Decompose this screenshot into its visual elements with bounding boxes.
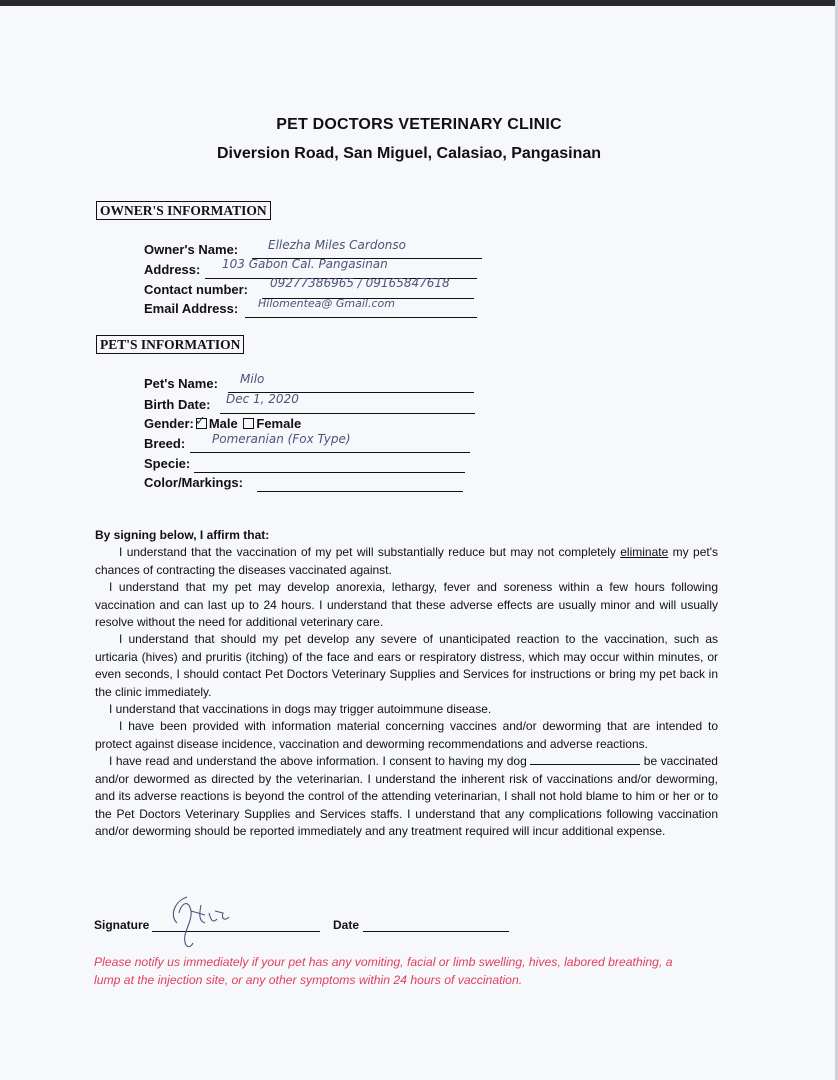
p6-post: be vaccinated and/or dewormed as directed by the veterinarian. I understand the inherent risk of vaccinations and/or deworming, and its adverse reactions is beyond the control of the attending veterinarian, I shall not hold blame to him or her or to the Pet Doctors Veterinary Supplies and Services staffs. I understand that any complications following vaccination and/or deworming should be reported immediately and any treatment required will incur additional expense.: [95, 754, 718, 838]
affirmation-paragraph-1: [95, 544, 718, 579]
check-icon: ✓: [194, 414, 206, 429]
color-markings-field[interactable]: [257, 475, 463, 492]
owner-section-heading: OWNER'S INFORMATION: [96, 201, 271, 220]
owner-name-label: Owner's Name:: [144, 242, 239, 257]
signature-label: Signature: [94, 918, 150, 932]
date-field[interactable]: [363, 920, 509, 932]
gender-label: Gender:: [144, 416, 194, 431]
female-option-label: Female: [256, 416, 302, 431]
date-label: Date: [333, 918, 360, 932]
clinic-name: PET DOCTORS VETERINARY CLINIC: [276, 116, 562, 133]
p1-pre: I understand that the vaccination of my pet will substantially reduce but may not completely: [119, 545, 621, 560]
post-vaccination-notice: Please notify us immediately if your pet has any vomiting, facial or limb swelling, hives, labored breathing, a lump at the injection site, or any other symptoms within 24 hours of vaccination.: [94, 955, 673, 987]
affirmation-paragraph-6: [95, 753, 718, 840]
pet-name-field[interactable]: [228, 376, 474, 393]
p1-underlined: eliminate: [620, 545, 669, 560]
color-markings-label: Color/Markings:: [144, 475, 243, 490]
p1-post: my pet's chances of contracting the diseases vaccinated against.: [95, 545, 719, 577]
owner-contact-label: Contact number:: [144, 282, 248, 297]
female-checkbox[interactable]: [243, 418, 254, 429]
birth-date-value: Dec 1, 2020: [226, 392, 299, 406]
affirmation-paragraph-5: I have been provided with information material concerning vaccines and/or deworming that are intended to protect against disease incidence, vaccination and deworming recommendations and adverse reactions.: [95, 719, 718, 751]
scan-top-edge: [0, 0, 838, 6]
pet-name-value: Milo: [240, 372, 265, 386]
pet-section-heading: PET'S INFORMATION: [96, 335, 244, 354]
birth-date-label: Birth Date:: [144, 397, 211, 412]
male-option-label: Male: [208, 416, 238, 431]
affirmation-paragraph-4: I understand that vaccinations in dogs may trigger autoimmune disease.: [109, 702, 492, 717]
male-checkbox[interactable]: [194, 414, 207, 429]
p6-pre: I have read and understand the above information. I consent to having my dog: [109, 754, 531, 769]
breed-label: Breed:: [144, 436, 186, 451]
affirmation-paragraph-2: I understand that my pet may develop anorexia, lethargy, fever and soreness within a few hours following vaccination and can last up to 24 hours. I understand that these adverse effects are usually minor and will usually resolve without the need for additional veterinary care.: [95, 580, 718, 630]
pet-name-label: Pet's Name:: [144, 376, 218, 391]
owner-contact-value: 09277386965 / 09165847618: [270, 276, 450, 290]
gender-row: [144, 416, 301, 432]
affirmation-lead: By signing below, I affirm that:: [95, 528, 270, 542]
handwritten-signature: [165, 893, 235, 953]
affirmation-paragraph-3: I understand that should my pet develop any severe of unanticipated reaction to the vaccination, such as urticaria (hives) and pruritis (itching) of the face and ears or respiratory distress, which may occur within minutes, or even seconds, I should contact Pet Doctors Veterinary Supplies and Services for instructions or bring my pet back in the clinic immediately.: [95, 632, 718, 699]
dog-name-blank[interactable]: [530, 753, 640, 765]
affirmation-text: [95, 527, 718, 840]
owner-address-label: Address:: [144, 262, 201, 277]
owner-address-value: 103 Gabon Cal. Pangasinan: [222, 257, 388, 271]
breed-value: Pomeranian (Fox Type): [212, 432, 351, 446]
owner-email-value: Hilomentea@ Gmail.com: [258, 297, 395, 310]
owner-email-label: Email Address:: [144, 301, 239, 316]
owner-name-value: Ellezha Miles Cardonso: [268, 238, 406, 252]
specie-label: Specie:: [144, 456, 191, 471]
clinic-address: Diversion Road, San Miguel, Calasiao, Pangasinan: [216, 145, 602, 162]
specie-field[interactable]: [194, 456, 465, 473]
